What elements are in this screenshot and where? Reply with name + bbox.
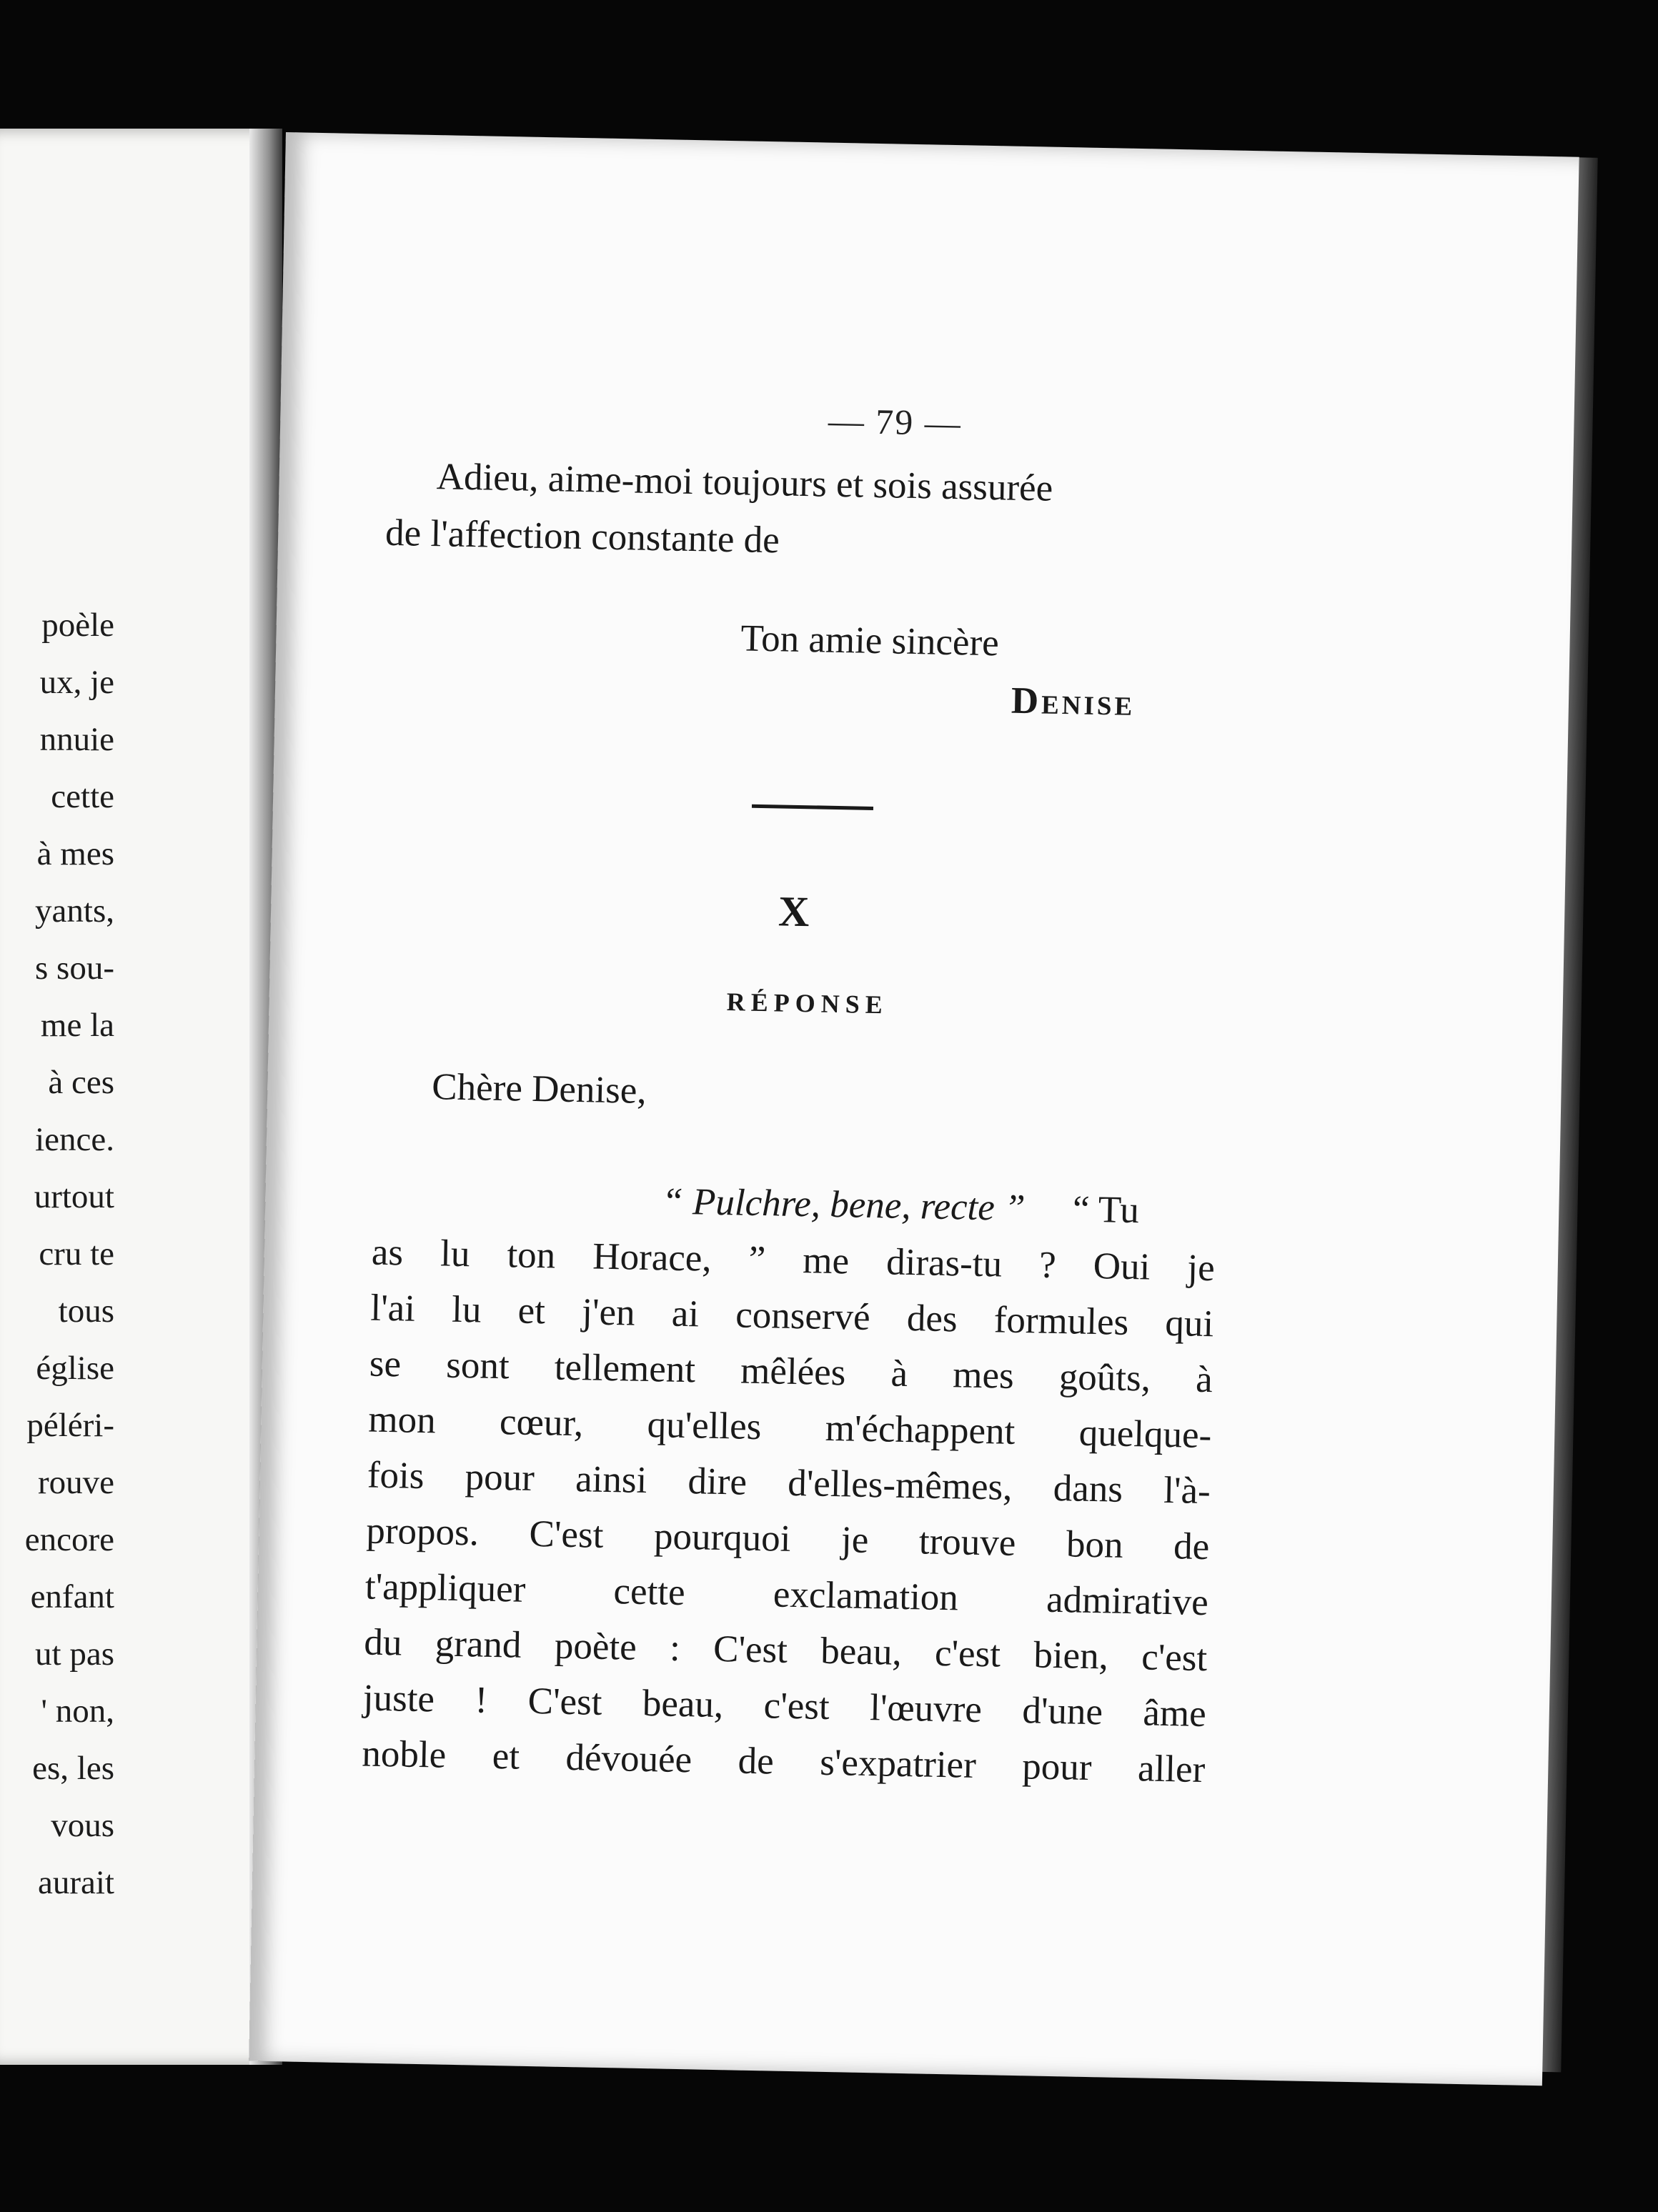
- left-page-line: encore: [24, 1521, 114, 1558]
- body-line: noble et dévouée de s'expatrier pour aller: [361, 1733, 1206, 1791]
- body-line: se sont tellement mêlées à mes goûts, à: [369, 1342, 1213, 1401]
- left-page-line: aurait: [38, 1864, 114, 1901]
- signature: Denise: [1011, 679, 1136, 724]
- body-line: du grand poète : C'est beau, c'est bien, c'est: [363, 1621, 1208, 1680]
- left-page-line: rouve: [37, 1464, 114, 1501]
- latin-quote: “ Pulchre, bene, recte ”: [661, 1180, 1026, 1230]
- body-paragraph: [362, 1225, 1216, 1798]
- left-page-line: me la: [40, 1007, 114, 1044]
- left-page-line: église: [36, 1350, 114, 1387]
- left-page-line: à mes: [36, 835, 114, 872]
- body-line: l'ai lu et j'en ai conservé des formules qui: [369, 1287, 1214, 1345]
- right-page-content: [362, 392, 1231, 1798]
- left-page-line: poèle: [41, 607, 114, 644]
- quote-continuation: “ Tu: [1072, 1188, 1140, 1232]
- left-page-line: yants,: [35, 892, 114, 930]
- salutation: Chère Denise,: [431, 1066, 647, 1112]
- left-page-text: [0, 597, 114, 1911]
- body-line: as lu ton Horace, ” me diras-tu ? Oui je: [371, 1231, 1216, 1290]
- left-page-line: ut pas: [35, 1635, 114, 1673]
- left-page-line: cette: [51, 778, 114, 815]
- left-page: [0, 129, 282, 2065]
- left-page-line: péléri-: [26, 1407, 114, 1444]
- left-page-line: enfant: [30, 1578, 114, 1615]
- body-line: fois pour ainsi dire d'elles-mêmes, dans l'à-: [367, 1454, 1211, 1513]
- left-page-line: ience.: [35, 1121, 114, 1158]
- body-line: juste ! C'est beau, c'est l'œuvre d'une âme: [362, 1677, 1207, 1735]
- body-line: mon cœur, qu'elles m'échappent quelque-: [367, 1398, 1212, 1457]
- left-page-line: s sou-: [35, 950, 114, 987]
- section-divider: [752, 804, 873, 810]
- page-number: — 79 —: [828, 400, 963, 444]
- left-page-line: nnuie: [39, 721, 114, 758]
- closing-line: de l'affection constante de: [384, 512, 780, 562]
- left-page-line: ' non,: [41, 1693, 114, 1730]
- signoff: Ton amie sincère: [740, 617, 1000, 664]
- body-line: propos. C'est pourquoi je trouve bon de: [365, 1510, 1210, 1568]
- left-page-line: es, les: [32, 1750, 114, 1787]
- body-line: t'appliquer cette exclamation admirative: [364, 1565, 1209, 1624]
- closing-line: Adieu, aime-moi toujours et sois assurée: [436, 456, 1053, 509]
- right-page: [249, 132, 1579, 2086]
- left-page-line: vous: [51, 1807, 114, 1844]
- chapter-title: RÉPONSE: [726, 987, 889, 1020]
- closing-paragraph: [384, 447, 1230, 578]
- left-page-line: tous: [58, 1292, 114, 1330]
- left-page-line: urtout: [34, 1178, 114, 1215]
- left-page-line: à ces: [48, 1064, 114, 1101]
- left-page-line: cru te: [39, 1235, 114, 1272]
- chapter-number: X: [778, 887, 810, 936]
- left-page-line: ux, je: [39, 664, 114, 701]
